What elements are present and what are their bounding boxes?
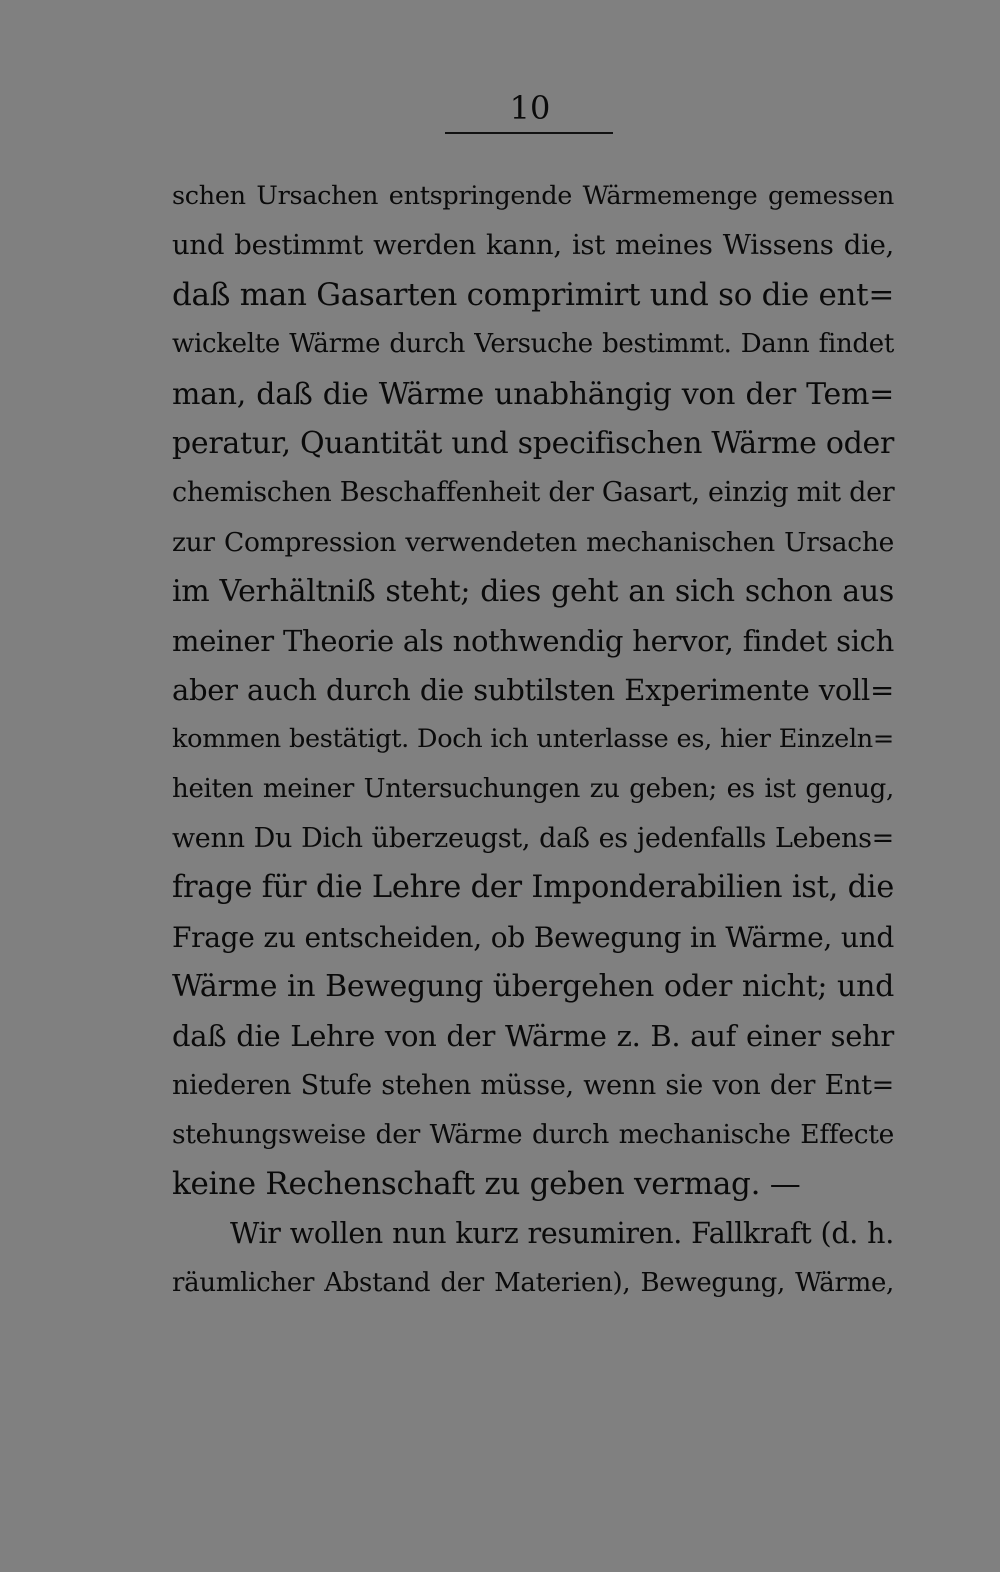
- text-line: im Verhältniß steht; dies geht an sich schon aus: [172, 574, 894, 610]
- text-line: meiner Theorie als nothwendig hervor, findet sich: [172, 623, 894, 658]
- text-line: wickelte Wärme durch Versuche bestimmt. Dann findet: [172, 329, 894, 360]
- text-line: und bestimmt werden kann, ist meines Wissens die,: [172, 229, 894, 262]
- text-line: daß man Gasarten comprimirt und so die ent=: [172, 276, 894, 313]
- text-line: wenn Du Dich überzeugst, daß es jedenfalls Lebens=: [172, 823, 894, 855]
- text-line: schen Ursachen entspringende Wärmemenge gemessen: [172, 181, 894, 211]
- text-line: peratur, Quantität und specifischen Wärme oder: [172, 425, 894, 461]
- page-number: 10: [509, 89, 551, 127]
- text-line: aber auch durch die subtilsten Experimente voll=: [172, 672, 894, 707]
- body-text: [172, 172, 894, 1308]
- text-line: keine Rechenschaft zu geben vermag. —: [172, 1165, 801, 1202]
- text-line: Frage zu entscheiden, ob Bewegung in Wärme, und: [172, 920, 894, 954]
- header-rule: [445, 132, 613, 134]
- text-line: kommen bestätigt. Doch ich unterlasse es, hier Einzeln=: [172, 724, 894, 755]
- text-line: Wir wollen nun kurz resumiren. Fallkraft (d. h.: [230, 1217, 894, 1251]
- text-line: niederen Stufe stehen müsse, wenn sie von der Ent=: [172, 1070, 894, 1102]
- text-line: chemischen Beschaffenheit der Gasart, einzig mit der: [172, 477, 895, 509]
- text-line: zur Compression verwendeten mechanischen Ursache: [172, 526, 894, 558]
- text-line: stehungsweise der Wärme durch mechanische Effecte: [172, 1119, 894, 1151]
- text-line: man, daß die Wärme unabhängig von der Tem=: [172, 376, 894, 412]
- text-line: räumlicher Abstand der Materien), Bewegung, Wärme,: [172, 1267, 894, 1298]
- text-line: daß die Lehre von der Wärme z. B. auf einer sehr: [172, 1018, 894, 1053]
- text-line: frage für die Lehre der Imponderabilien ist, die: [172, 870, 894, 906]
- text-line: heiten meiner Untersuchungen zu geben; es ist genug,: [172, 773, 894, 804]
- text-line: Wärme in Bewegung übergehen oder nicht; und: [172, 969, 894, 1005]
